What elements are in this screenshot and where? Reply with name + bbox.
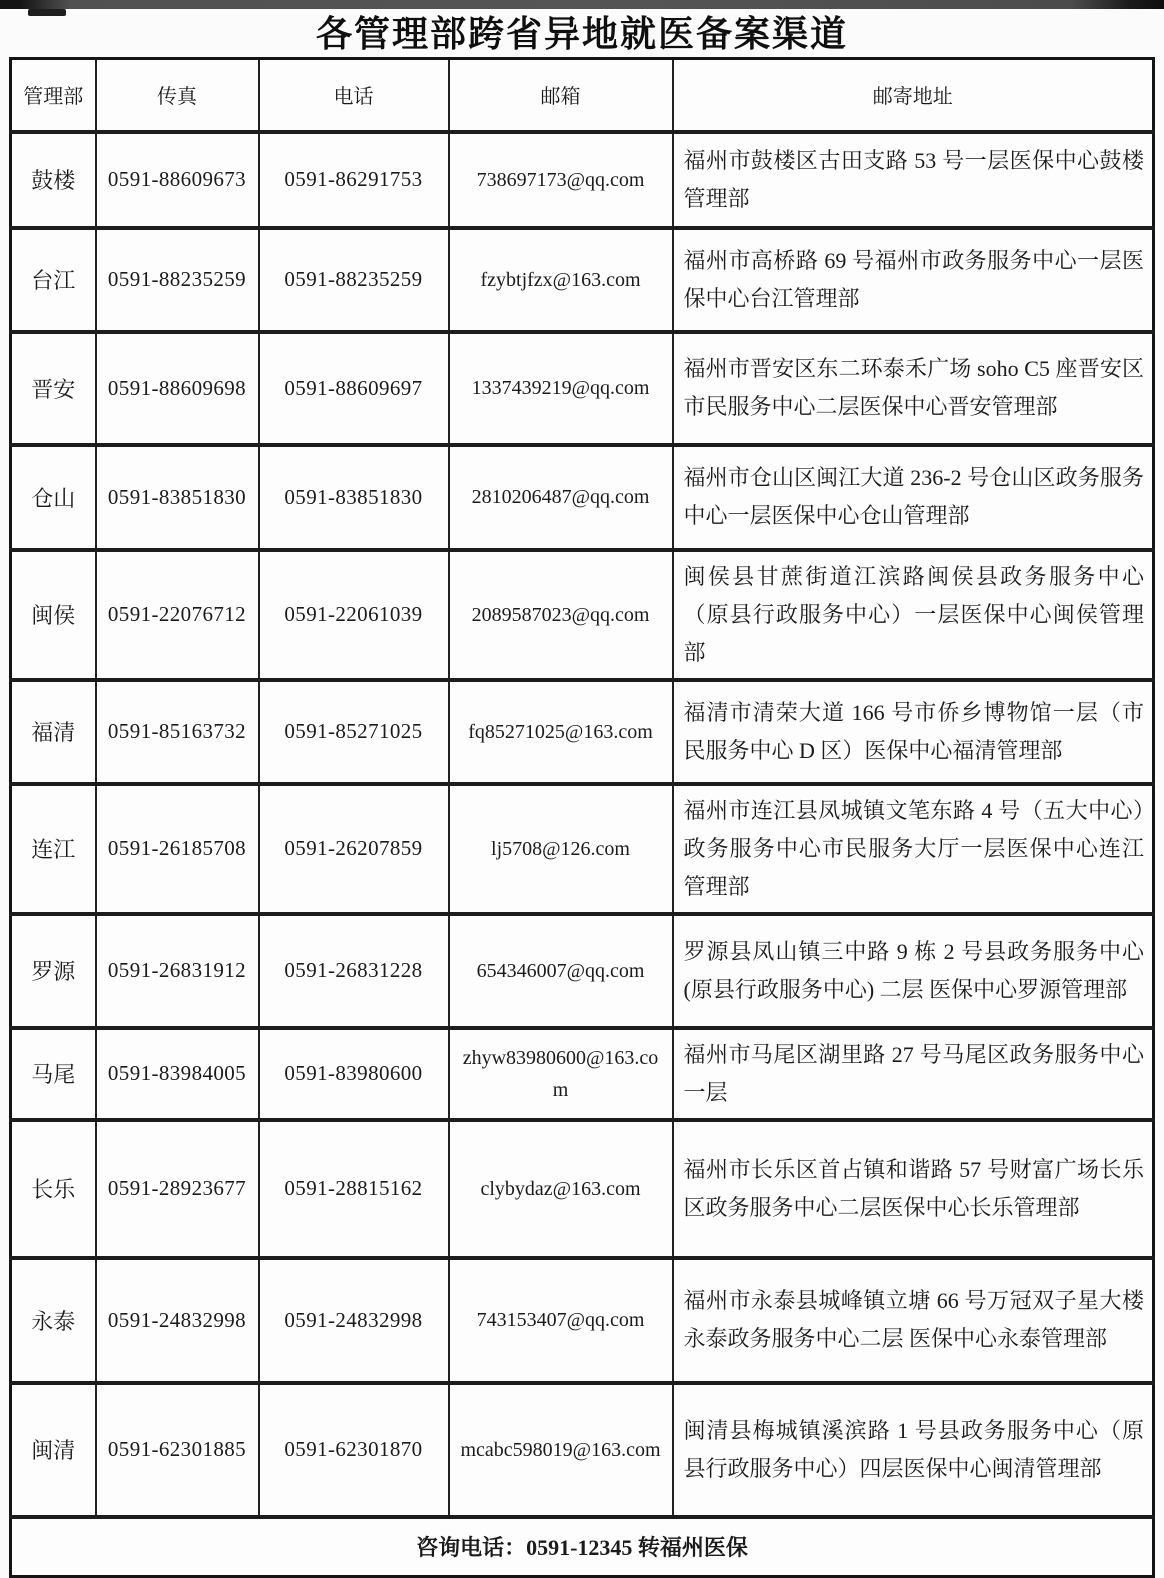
cell-phone: 0591-62301870 — [259, 1383, 449, 1517]
col-header-mailing-address: 邮寄地址 — [673, 59, 1154, 132]
cell-phone: 0591-85271025 — [259, 680, 449, 784]
cell-address: 福州市高桥路 69 号福州市政务服务中心一层医保中心台江管理部 — [673, 228, 1154, 332]
cell-email: fzybtjfzx@163.com — [449, 228, 673, 332]
table-row — [11, 914, 1154, 1028]
cell-phone: 0591-22061039 — [259, 550, 449, 680]
cell-address: 福州市长乐区首占镇和谐路 57 号财富广场长乐区政务服务中心二层医保中心长乐管理部 — [673, 1120, 1154, 1258]
cell-fax: 0591-83984005 — [96, 1028, 259, 1120]
col-header-fax: 传真 — [96, 59, 259, 132]
cell-fax: 0591-83851830 — [96, 445, 259, 550]
cell-department: 鼓楼 — [11, 132, 96, 228]
cell-phone: 0591-88235259 — [259, 228, 449, 332]
cell-phone: 0591-83980600 — [259, 1028, 449, 1120]
cell-department: 马尾 — [11, 1028, 96, 1120]
cell-fax: 0591-22076712 — [96, 550, 259, 680]
table-row — [11, 550, 1154, 680]
cell-address: 福州市永泰县城峰镇立塘 66 号万冠双子星大楼永泰政务服务中心二层 医保中心永泰管理部 — [673, 1258, 1154, 1383]
cell-phone: 0591-26831228 — [259, 914, 449, 1028]
cell-address: 福州市鼓楼区古田支路 53 号一层医保中心鼓楼管理部 — [673, 132, 1154, 228]
cell-email: 654346007@qq.com — [449, 914, 673, 1028]
cell-address: 福州市晋安区东二环泰禾广场 soho C5 座晋安区市民服务中心二层医保中心晋安管理部 — [673, 332, 1154, 445]
cell-email: clybydaz@163.com — [449, 1120, 673, 1258]
table-row — [11, 784, 1154, 914]
table-row — [11, 228, 1154, 332]
table-header-row — [11, 59, 1154, 132]
cell-fax: 0591-85163732 — [96, 680, 259, 784]
cell-fax: 0591-26185708 — [96, 784, 259, 914]
cell-fax: 0591-24832998 — [96, 1258, 259, 1383]
cell-department: 台江 — [11, 228, 96, 332]
cell-phone: 0591-83851830 — [259, 445, 449, 550]
cell-phone: 0591-88609697 — [259, 332, 449, 445]
cell-email: mcabc598019@163.com — [449, 1383, 673, 1517]
col-header-phone: 电话 — [259, 59, 449, 132]
table-row — [11, 680, 1154, 784]
cell-department: 罗源 — [11, 914, 96, 1028]
table-row — [11, 1258, 1154, 1383]
cell-fax: 0591-62301885 — [96, 1383, 259, 1517]
cell-phone: 0591-86291753 — [259, 132, 449, 228]
cell-department: 连江 — [11, 784, 96, 914]
cell-department: 晋安 — [11, 332, 96, 445]
cell-department: 闽侯 — [11, 550, 96, 680]
cell-address: 福清市清荣大道 166 号市侨乡博物馆一层（市民服务中心 D 区）医保中心福清管理部 — [673, 680, 1154, 784]
col-header-email: 邮箱 — [449, 59, 673, 132]
cell-email: lj5708@126.com — [449, 784, 673, 914]
cell-fax: 0591-88609673 — [96, 132, 259, 228]
cell-address: 闽清县梅城镇溪滨路 1 号县政务服务中心（原县行政服务中心）四层医保中心闽清管理部 — [673, 1383, 1154, 1517]
cell-email: 1337439219@qq.com — [449, 332, 673, 445]
table-row — [11, 1028, 1154, 1120]
cell-fax: 0591-88235259 — [96, 228, 259, 332]
cell-department: 仓山 — [11, 445, 96, 550]
consultation-phone-note: 咨询电话：0591-12345 转福州医保 — [11, 1517, 1154, 1577]
cell-address: 福州市仓山区闽江大道 236-2 号仓山区政务服务中心一层医保中心仓山管理部 — [673, 445, 1154, 550]
table-row — [11, 332, 1154, 445]
col-header-department: 管理部 — [11, 59, 96, 132]
cell-phone: 0591-26207859 — [259, 784, 449, 914]
cell-email: fq85271025@163.com — [449, 680, 673, 784]
cell-email: 738697173@qq.com — [449, 132, 673, 228]
cell-email: 2810206487@qq.com — [449, 445, 673, 550]
table-row — [11, 1120, 1154, 1258]
cell-phone: 0591-28815162 — [259, 1120, 449, 1258]
registration-channels-table — [9, 57, 1155, 1578]
table-row — [11, 445, 1154, 550]
cell-department: 永泰 — [11, 1258, 96, 1383]
cell-department: 闽清 — [11, 1383, 96, 1517]
cell-department: 福清 — [11, 680, 96, 784]
table-row — [11, 132, 1154, 228]
cell-department: 长乐 — [11, 1120, 96, 1258]
cell-fax: 0591-28923677 — [96, 1120, 259, 1258]
page-title: 各管理部跨省异地就医备案渠道 — [315, 14, 848, 54]
cell-address: 福州市马尾区湖里路 27 号马尾区政务服务中心一层 — [673, 1028, 1154, 1120]
cell-email: 743153407@qq.com — [449, 1258, 673, 1383]
cell-fax: 0591-26831912 — [96, 914, 259, 1028]
cell-email: zhyw83980600@163.com — [449, 1028, 673, 1120]
cell-address: 福州市连江县凤城镇文笔东路 4 号（五大中心）政务服务中心市民服务大厅一层医保中心连江管理部 — [673, 784, 1154, 914]
cell-fax: 0591-88609698 — [96, 332, 259, 445]
cell-address: 罗源县凤山镇三中路 9 栋 2 号县政务服务中心(原县行政服务中心) 二层 医保中心罗源管理部 — [673, 914, 1154, 1028]
cell-email: 2089587023@qq.com — [449, 550, 673, 680]
cell-address: 闽侯县甘蔗街道江滨路闽侯县政务服务中心（原县行政服务中心）一层医保中心闽侯管理部 — [673, 550, 1154, 680]
table-row — [11, 1383, 1154, 1517]
cell-phone: 0591-24832998 — [259, 1258, 449, 1383]
